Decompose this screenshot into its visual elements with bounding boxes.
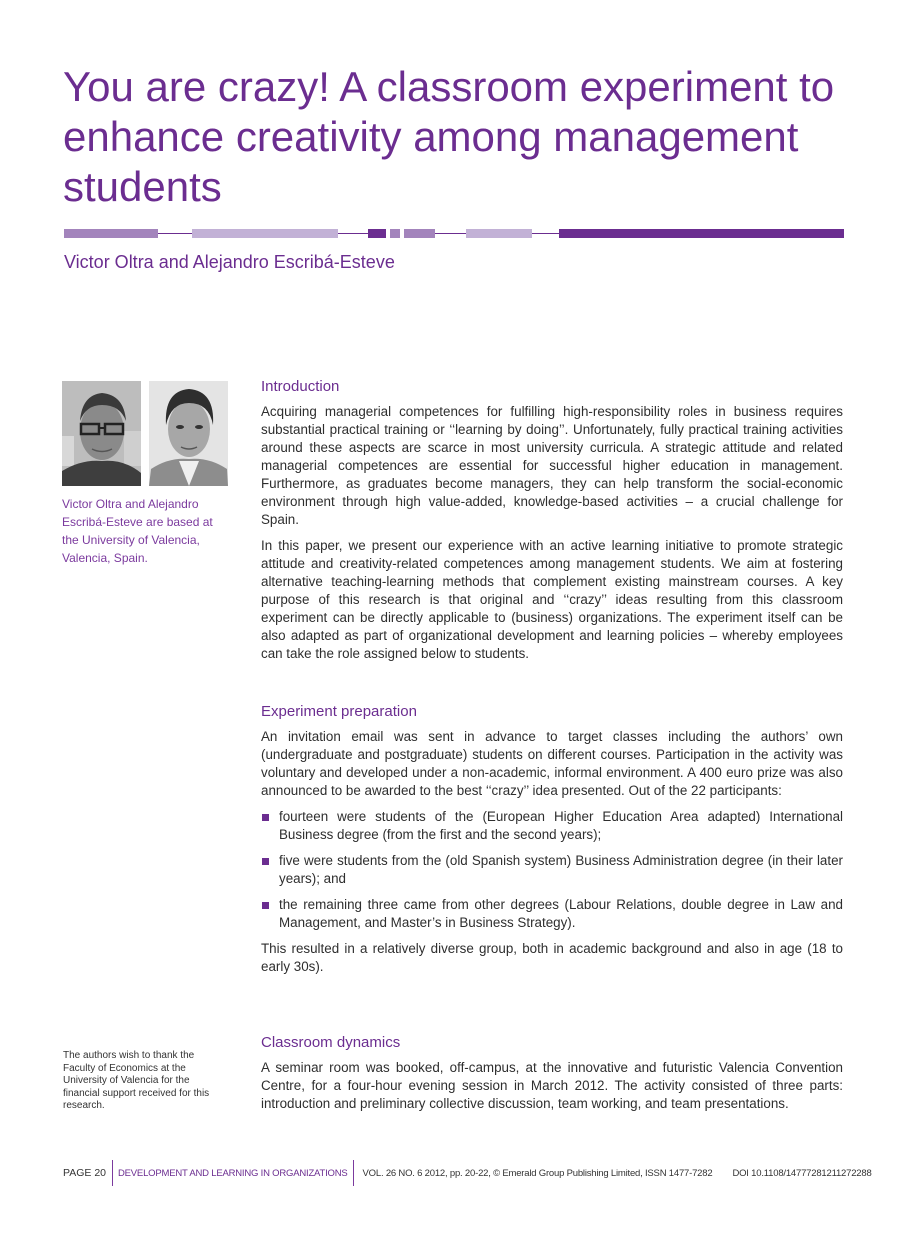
author-list: Victor Oltra and Alejandro Escribá-Esteve: [64, 252, 395, 272]
bullet-square-icon: [262, 902, 269, 909]
author-bio: Victor Oltra and Alejandro Escribá-Esteve are based at the University of Valencia, Valencia, Spain.: [62, 497, 213, 565]
paragraph: In this paper, we present our experience with an active learning initiative to promote strategic attitude and creativity-related competences among management students. We aim at fostering alternative teaching-learning methods that complement existing mainstream courses. A key purpose of this research is that original and ‘‘crazy’’ ideas resulting from this classroom experiment can be directly applicable to (business) organizations. The experiment itself can be also adapted as part of organizational development and learning policies – whereby employees can take the role assigned below to students.: [261, 538, 843, 661]
section-experiment-preparation: [261, 703, 843, 984]
paragraph: An invitation email was sent in advance to target classes including the authors’ own (undergraduate and postgraduate) students on different courses. Participation in the activity was voluntary and developed under a non-academic, informal environment. A 400 euro prize was also announced to be awarded to the best ‘‘crazy’’ idea presented. Out of the 22 participants:: [261, 729, 843, 798]
author-photo-escriba-esteve: [149, 381, 228, 486]
portrait-image: [62, 381, 141, 486]
journal-name: DEVELOPMENT AND LEARNING IN ORGANIZATIONS: [118, 1167, 348, 1179]
portrait-image: [149, 381, 228, 486]
section-classroom-dynamics: [261, 1034, 843, 1121]
article-title: You are crazy! A classroom experiment to enhance creativity among management students: [63, 63, 835, 210]
doi-info: DOI 10.1108/14777281211272288: [732, 1167, 872, 1179]
section-heading: Classroom dynamics: [261, 1034, 401, 1051]
author-photo-oltra: [62, 381, 141, 486]
list-item: fourteen were students of the (European Higher Education Area adapted) International Business degree (from the first and the second years);: [261, 808, 843, 844]
paragraph: A seminar room was booked, off-campus, at the innovative and futuristic Valencia Convention Centre, for a four-hour evening session in March 2012. The activity consisted of three parts: introduction and preliminary collective discussion, team working, and team presentations.: [261, 1060, 843, 1111]
participant-list: [261, 808, 843, 932]
section-heading: Experiment preparation: [261, 703, 417, 720]
paragraph: This resulted in a relatively diverse group, both in academic background and also in age (18 to early 30s).: [261, 941, 843, 974]
list-item: five were students from the (old Spanish system) Business Administration degree (in their later years); and: [261, 852, 843, 888]
section-heading: Introduction: [261, 378, 340, 395]
page-footer: [63, 1160, 872, 1186]
citation-info: VOL. 26 NO. 6 2012, pp. 20-22, © Emerald Group Publishing Limited, ISSN 1477-7282: [362, 1167, 713, 1179]
decorative-rule: [64, 229, 844, 238]
acknowledgement-note: The authors wish to thank the Faculty of Economics at the University of Valencia for the financial support received for this research.: [63, 1050, 210, 1111]
bullet-square-icon: [262, 814, 269, 821]
bullet-square-icon: [262, 858, 269, 865]
page-number: PAGE 20: [63, 1167, 106, 1179]
paragraph: Acquiring managerial competences for fulfilling high-responsibility roles in business requires substantial practical training or ‘‘learning by doing’’. Unfortunately, fully practical training activities around these aspects are scarce in most university curricula. A strategic attitude and related managerial competences are essential for successful higher education in management. Furthermore, as graduates become managers, they can help transform the social-economic environment through high value-added, knowledge-based activities – a crucial challenge for Spain.: [261, 404, 843, 527]
section-introduction: [261, 378, 843, 671]
list-item: the remaining three came from other degrees (Labour Relations, double degree in Law and Management, and Master’s in Business Strategy).: [261, 896, 843, 932]
